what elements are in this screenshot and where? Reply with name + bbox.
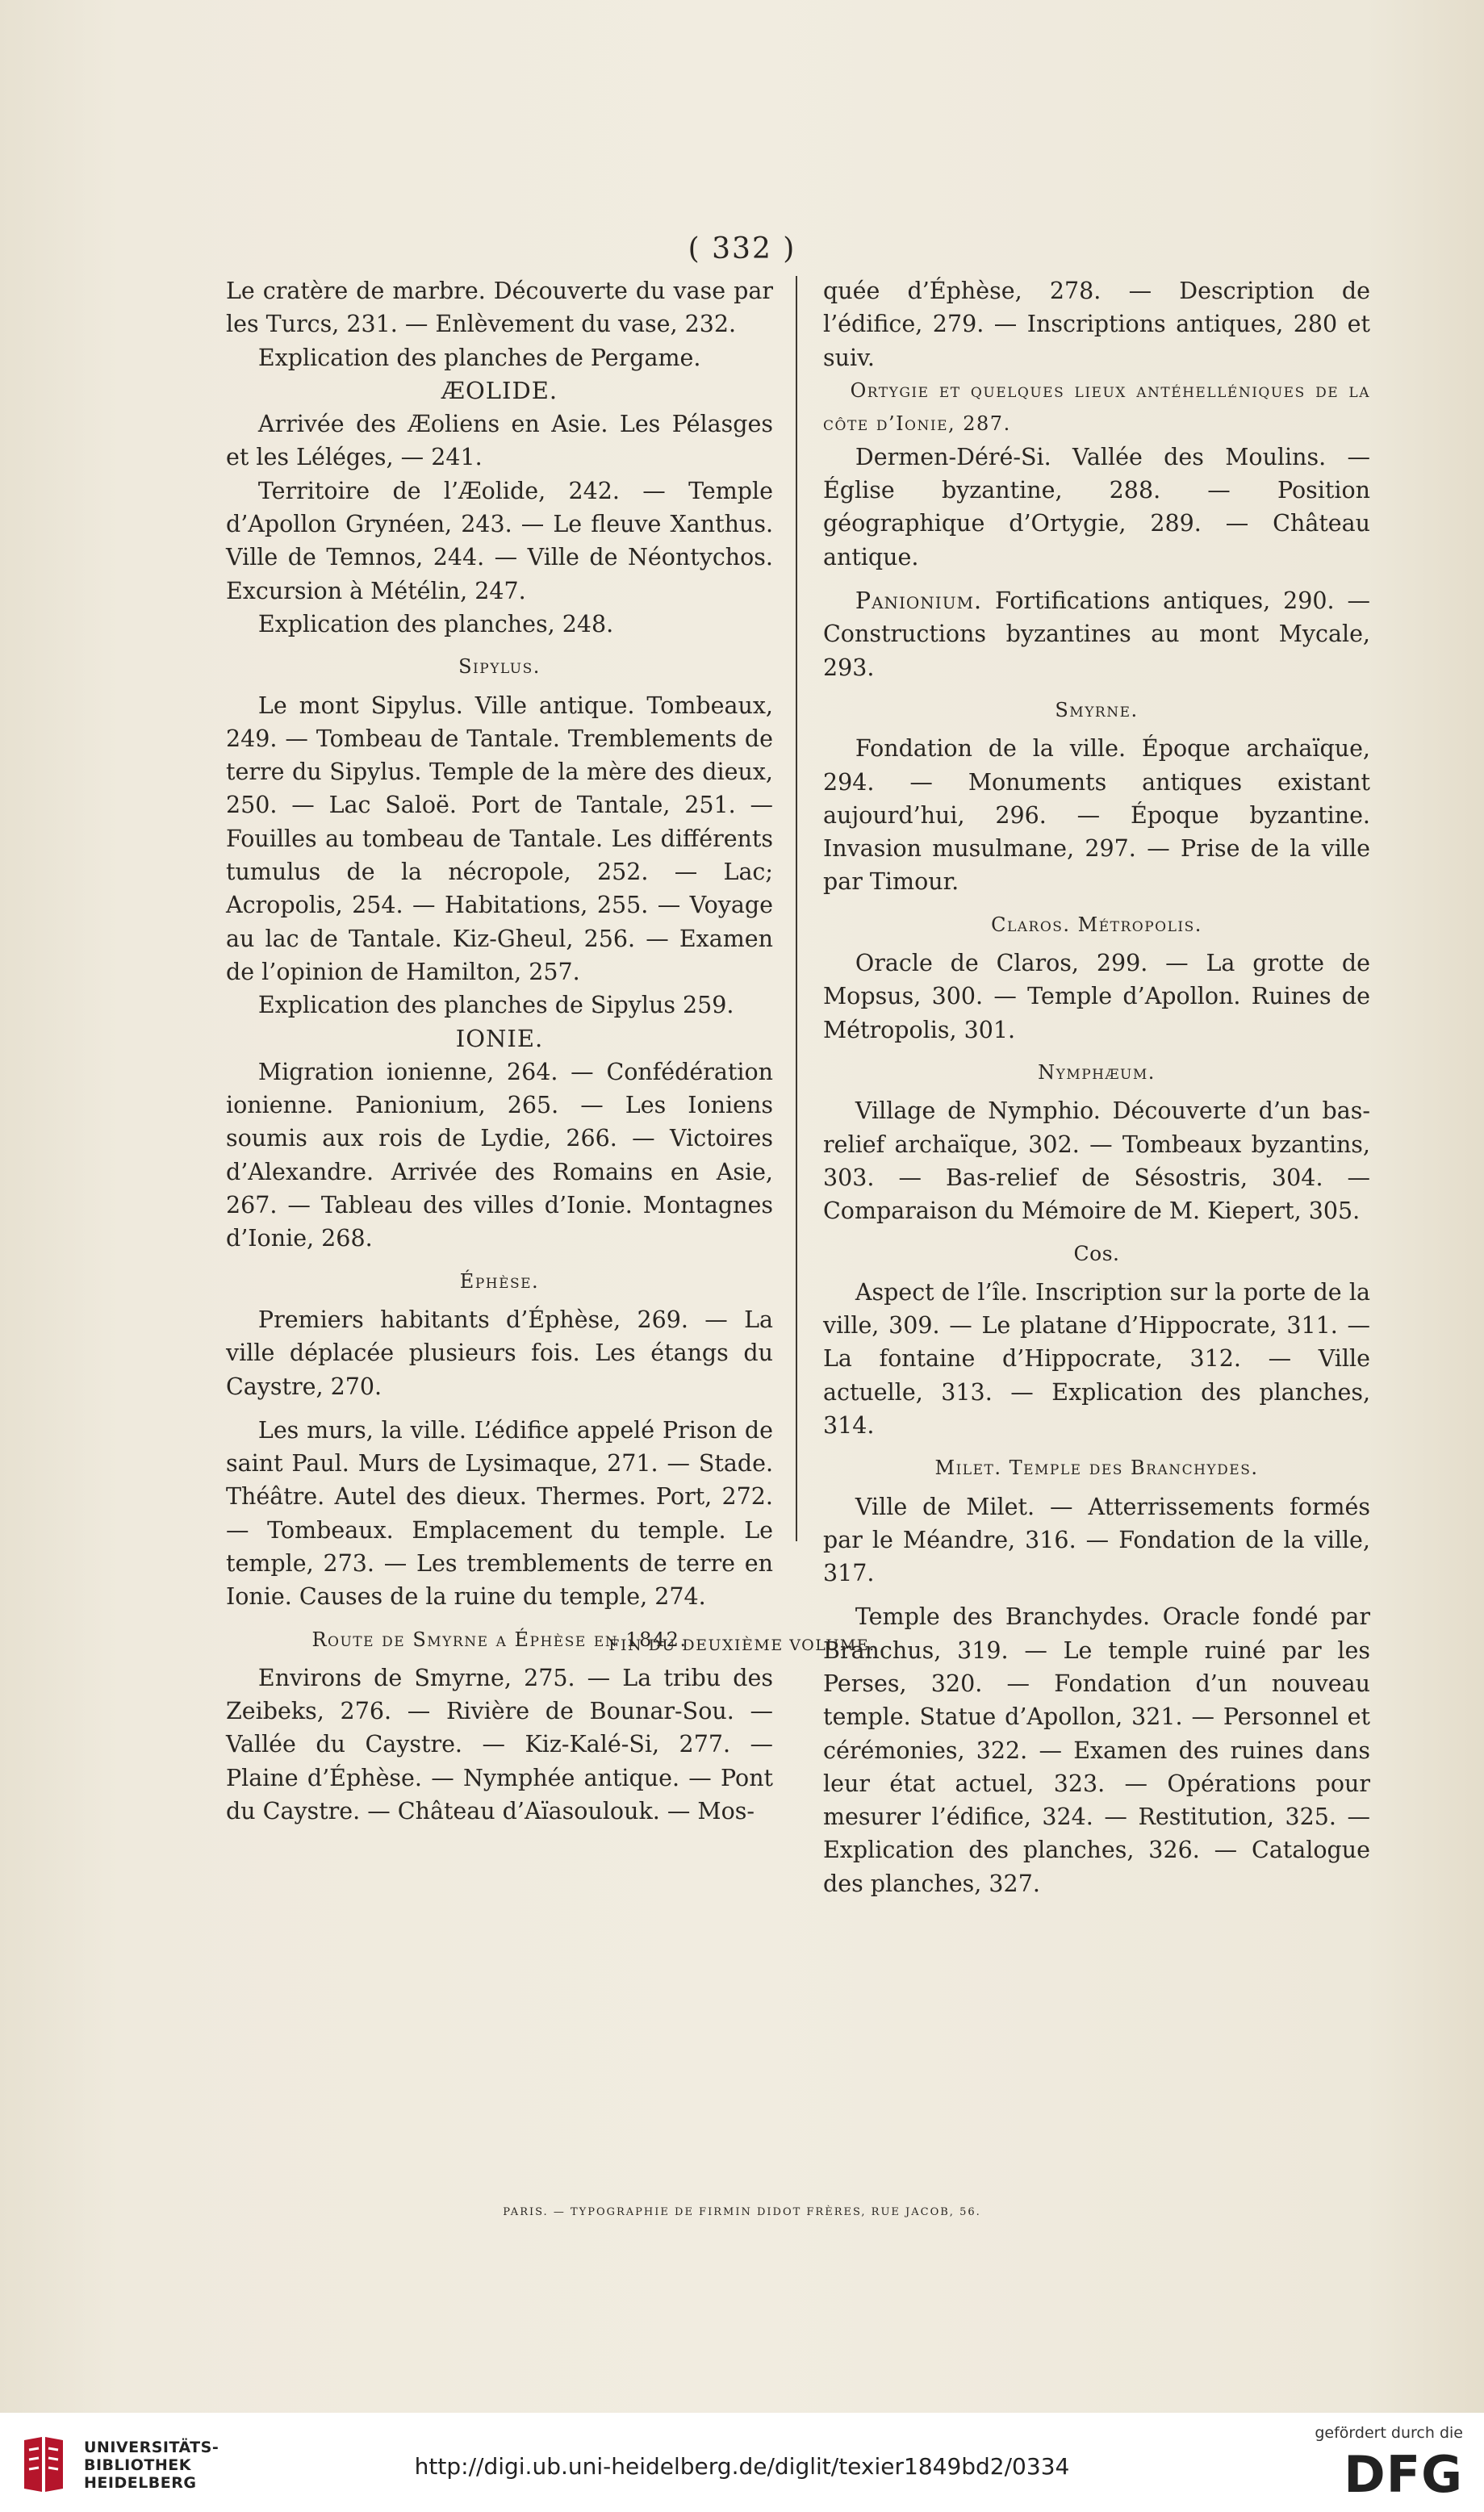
page-number: ( 332 ) <box>688 232 796 265</box>
paragraph: Les murs, la ville. L’édifice appelé Prison de saint Paul. Murs de Lysimaque, 271. — Stade. Théâtre. Autel des dieux. Thermes. Port, 272. — Tombeaux. Emplacement du temple. Le temple, 273. — Les tremblements de terre en Ionie. Causes de la ruine du temple, 274. <box>226 1416 773 1611</box>
section-heading-sipylus: Sipylus. <box>458 655 541 679</box>
section-heading-ionie: IONIE. <box>455 1024 544 1052</box>
paragraph: Premiers habitants d’Éphèse, 269. — La ville déplacée plusieurs fois. Les étangs du Caystre, 270. <box>226 1306 773 1400</box>
printer-imprint: PARIS. — TYPOGRAPHIE DE FIRMIN DIDOT FRÈRES, RUE JACOB, 56. <box>503 2206 981 2218</box>
paragraph-panionium <box>823 584 1370 684</box>
paragraph: quée d’Éphèse, 278. — Description de l’édifice, 279. — Inscriptions antiques, 280 et suiv. <box>823 278 1370 371</box>
paragraph: Le cratère de marbre. Découverte du vase par les Turcs, 231. — Enlèvement du vase, 232. <box>226 278 773 338</box>
dfg-logo: DFG <box>1344 2445 1463 2504</box>
paragraph: Dermen-Déré-Si. Vallée des Moulins. — Église byzantine, 288. — Position géographique d’Ortygie, 289. — Château antique. <box>823 443 1370 571</box>
left-column <box>226 274 773 1828</box>
paragraph: Temple des Branchydes. Oracle fondé par Branchus, 319. — Le temple ruiné par les Perses, 320. — Fondation d’un nouveau temple. Statue d’Apollon, 321. — Personnel et cérémonies, 322. — Examen des ruines dans leur état actuel, 323. — Opérations pour mesurer l’édifice, 324. — Restitution, 325. — Explication des planches, 326. — Catalogue des planches, 327. <box>823 1603 1370 1897</box>
section-heading-nymphaeum: Nymphæum. <box>1038 1060 1156 1084</box>
section-heading-ephese: Éphèse. <box>459 1269 540 1293</box>
section-heading-route: Route de Smyrne a Éphèse en 1842. <box>311 1628 688 1651</box>
paragraph: Ville de Milet. — Atterrissements formés par le Méandre, 316. — Fondation de la ville, 317. <box>823 1493 1370 1587</box>
library-name-line: BIBLIOTHEK <box>84 2456 191 2474</box>
paragraph: Territoire de l’Æolide, 242. — Temple d’Apollon Grynéen, 243. — Le fleuve Xanthus. Ville de Temnos, 244. — Ville de Néontychos. Excursion à Métélin, 247. <box>226 477 773 604</box>
paragraph: Fondation de la ville. Époque archaïque, 294. — Monuments antiques existant aujourd’hui, 296. — Époque byzantine. Invasion musulmane, 297. — Prise de la ville par Timour. <box>823 735 1370 896</box>
paragraph: Explication des planches de Pergame. <box>257 344 701 371</box>
paragraph: Explication des planches de Sipylus 259. <box>257 992 734 1019</box>
paragraph: Explication des planches, 248. <box>257 610 614 637</box>
section-heading-cos: Cos. <box>1073 1242 1120 1266</box>
right-column <box>823 274 1370 1900</box>
paragraph: Le mont Sipylus. Ville antique. Tombeaux, 249. — Tombeau de Tantale. Tremblements de terre du Sipylus. Temple de la mère des dieux, 250. — Lac Saloë. Port de Tantale, 251. — Fouilles au tombeau de Tantale. Les différents tumulus de la nécropole, 252. — Lac; Acropolis, 254. — Habitations, 255. — Voyage au lac de Tantale. Kiz-Gheul, 256. — Examen de l’opinion de Hamilton, 257. <box>226 692 773 985</box>
section-heading-smyrne: Smyrne. <box>1055 698 1139 721</box>
section-heading-eolide: ÆOLIDE. <box>441 376 558 404</box>
paragraph: Migration ionienne, 264. — Confédération ionienne. Panionium, 265. — Les Ioniens soumis aux rois de Lydie, 266. — Victoires d’Alexandre. Arrivée des Romains en Asie, 267. — Tableau des villes d’Ionie. Montagnes d’Ionie, 268. <box>226 1058 773 1252</box>
paragraph: Village de Nymphio. Découverte d’un bas-relief archaïque, 302. — Tombeaux byzantins, 303. — Bas-relief de Sésostris, 304. — Comparaison du Mémoire de M. Kiepert, 305. <box>823 1097 1370 1225</box>
end-of-volume-note: FIN DU DEUXIÈME VOLUME. <box>608 1636 876 1654</box>
paragraph: Aspect de l’île. Inscription sur la porte de la ville, 309. — Le platane d’Hippocrate, 311. — La fontaine d’Hippocrate, 312. — Ville actuelle, 313. — Explication des planches, 314. <box>823 1278 1370 1439</box>
section-heading-milet: Milet. Temple des Branchydes. <box>934 1457 1259 1480</box>
paragraph-text: Fortifications antiques, 290. — Constructions byzantines au mont Mycale, 293. <box>823 587 1370 681</box>
section-heading-claros: Claros. Métropolis. <box>991 913 1202 936</box>
permalink-url[interactable]: http://digi.ub.uni-heidelberg.de/diglit/texier1849bd2/0334 <box>414 2453 1070 2480</box>
library-name-line: HEIDELBERG <box>84 2474 197 2492</box>
funding-label: gefördert durch die <box>1315 2424 1463 2442</box>
inline-heading-panionium: Panionium. <box>855 587 983 615</box>
section-heading-ortygie: Ortygie et quelques lieux antéhelléniques de la côte d’Ionie, 287. <box>823 378 1370 435</box>
paragraph: Oracle de Claros, 299. — La grotte de Mopsus, 300. — Temple d’Apollon. Ruines de Métropolis, 301. <box>823 950 1370 1043</box>
library-name-line: UNIVERSITÄTS- <box>84 2439 219 2456</box>
column-divider <box>796 276 797 1541</box>
paragraph: Environs de Smyrne, 275. — La tribu des Zeibeks, 276. — Rivière de Bounar-Sou. — Vallée du Caystre. — Kiz-Kalé-Si, 277. — Plaine d’Éphèse. — Nymphée antique. — Pont du Caystre. — Château d’Aïasoulouk. — Mos- <box>226 1664 773 1825</box>
paragraph: Arrivée des Æoliens en Asie. Les Pélasges et les Léléges, — 241. <box>226 411 773 471</box>
digitization-footer <box>0 2413 1484 2512</box>
